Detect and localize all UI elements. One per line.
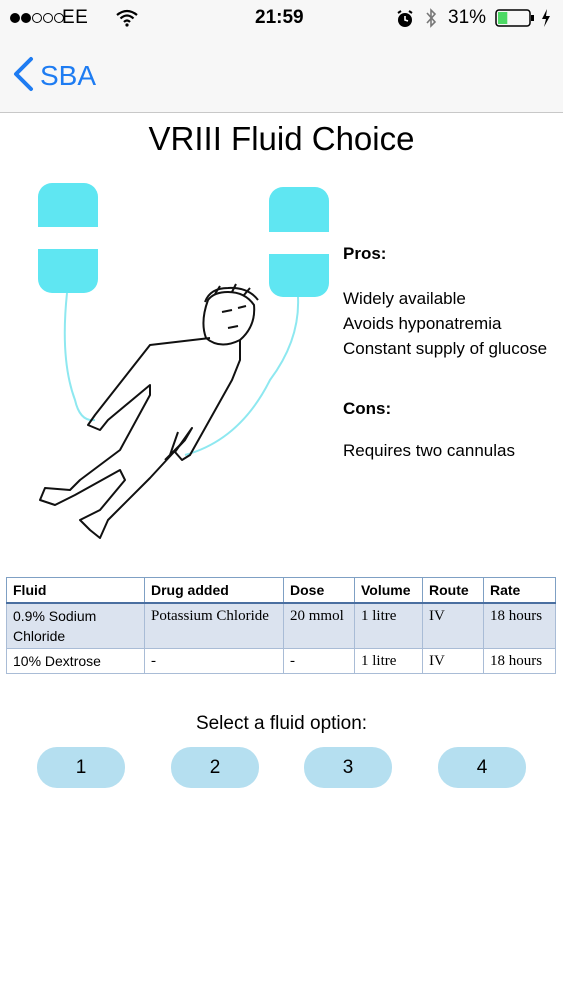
table-cell: 10% Dextrose — [7, 649, 145, 674]
table-cell: 18 hours — [484, 603, 556, 649]
table-cell: 0.9% Sodium Chloride — [7, 603, 145, 649]
table-cell: 20 mmol — [284, 603, 355, 649]
signal-strength-icon — [10, 13, 65, 23]
alarm-icon — [396, 10, 414, 33]
chevron-left-icon — [12, 56, 34, 97]
charging-icon — [541, 9, 551, 32]
table-cell: - — [145, 649, 284, 674]
table-row — [7, 603, 556, 649]
fluid-option-3-button[interactable]: 3 — [304, 747, 392, 788]
column-header: Route — [423, 578, 484, 604]
table-cell: IV — [423, 649, 484, 674]
column-header: Drug added — [145, 578, 284, 604]
battery-percent: 31% — [448, 7, 487, 28]
navigation-bar — [0, 38, 563, 113]
back-button[interactable] — [12, 56, 96, 96]
bluetooth-icon — [425, 8, 437, 33]
iv-bag-left-icon — [38, 183, 98, 293]
back-button-label: SBA — [40, 60, 97, 91]
table-cell: 18 hours — [484, 649, 556, 674]
cons-heading: Cons: — [343, 399, 392, 418]
column-header: Rate — [484, 578, 556, 604]
page-title: VRIII Fluid Choice — [148, 120, 415, 157]
column-header: Volume — [355, 578, 423, 604]
iv-drip-illustration — [30, 175, 340, 560]
pros-heading: Pros: — [343, 244, 387, 263]
pros-item: Widely available — [343, 289, 466, 308]
table-cell: Potassium Chloride — [145, 603, 284, 649]
clock: 21:59 — [255, 7, 304, 28]
iv-bag-right-icon — [269, 187, 329, 297]
fluid-option-4-button[interactable]: 4 — [438, 747, 526, 788]
column-header: Fluid — [7, 578, 145, 604]
status-bar — [0, 0, 563, 38]
fluid-option-1-button[interactable]: 1 — [37, 747, 125, 788]
fluid-table — [6, 577, 556, 674]
pros-item: Constant supply of glucose — [343, 339, 548, 358]
table-cell: - — [284, 649, 355, 674]
carrier-name: EE — [62, 7, 89, 28]
pros-list — [343, 286, 553, 361]
table-cell: IV — [423, 603, 484, 649]
table-row — [7, 649, 556, 674]
table-cell: 1 litre — [355, 649, 423, 674]
column-header: Dose — [284, 578, 355, 604]
fluid-option-2-button[interactable]: 2 — [171, 747, 259, 788]
table-header-row — [7, 578, 556, 604]
cons-item: Requires two cannulas — [343, 441, 515, 460]
battery-icon — [495, 9, 535, 32]
table-cell: 1 litre — [355, 603, 423, 649]
wifi-icon — [116, 9, 138, 32]
pros-item: Avoids hyponatremia — [343, 314, 502, 333]
select-prompt: Select a fluid option: — [195, 713, 368, 734]
